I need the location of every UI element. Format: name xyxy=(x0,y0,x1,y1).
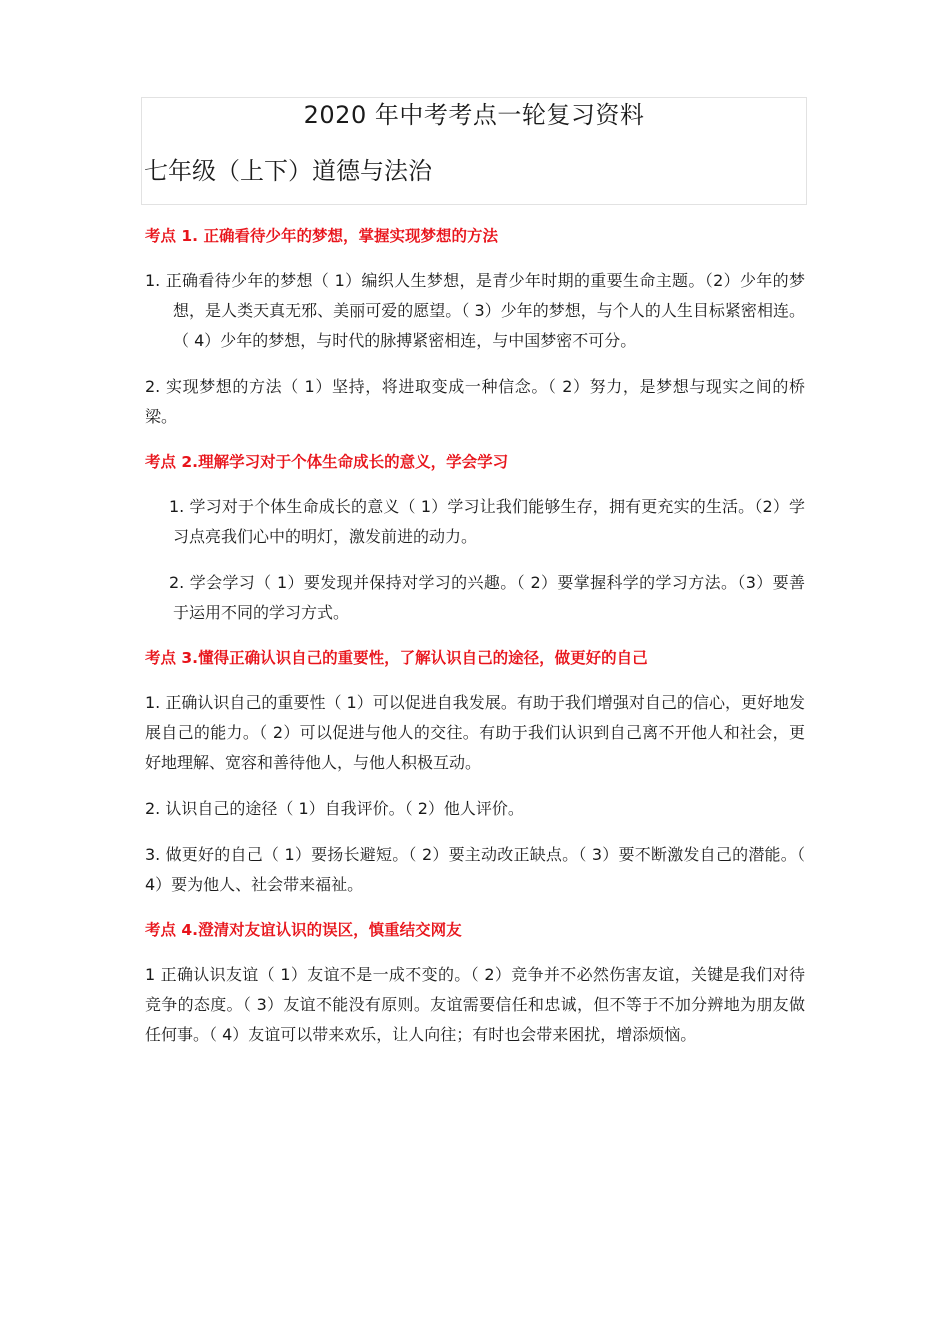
document-title: 2020 年中考考点一轮复习资料 xyxy=(303,101,645,129)
section-heading: 考点 2.理解学习对于个体生命成长的意义，学会学习 xyxy=(145,453,509,471)
paragraph: 1 正确认识友谊（ 1）友谊不是一成不变的。（ 2）竞争并不必然伤害友谊，关键是我们对待竞争的态度。（ 3）友谊不能没有原则。友谊需要信任和忠诚，但不等于不加分辨地为朋友做任何事。（ 4）友谊可以带来欢乐，让人向往；有时也会带来困扰，增添烦恼。 xyxy=(145,965,805,1044)
paragraph: 1. 正确认识自己的重要性（ 1）可以促进自我发展。有助于我们增强对自己的信心，更好地发展自己的能力。（ 2）可以促进与他人的交往。有助于我们认识到自己离不开他人和社会，更好地理解、宽容和善待他人，与他人积极互动。 xyxy=(145,693,805,772)
document-body xyxy=(145,222,805,1066)
title-box xyxy=(141,97,807,205)
paragraph: 2. 认识自己的途径（ 1）自我评价。（ 2）他人评价。 xyxy=(145,799,524,818)
paragraph: 1. 学习对于个体生命成长的意义（ 1）学习让我们能够生存，拥有更充实的生活。（2）学习点亮我们心中的明灯，激发前进的动力。 xyxy=(169,497,805,546)
paragraph: 1. 正确看待少年的梦想（ 1）编织人生梦想，是青少年时期的重要生命主题。（2）少年的梦想，是人类天真无邪、美丽可爱的愿望。（ 3）少年的梦想，与个人的人生目标紧密相连。（ 4）少年的梦想，与时代的脉搏紧密相连，与中国梦密不可分。 xyxy=(145,271,805,350)
document-subtitle: 七年级（上下）道德与法治 xyxy=(144,157,432,185)
section-heading: 考点 3.懂得正确认识自己的重要性，了解认识自己的途径，做更好的自己 xyxy=(145,649,648,667)
section-heading: 考点 4.澄清对友谊认识的误区，慎重结交网友 xyxy=(145,921,462,939)
paragraph: 2. 学会学习（ 1）要发现并保持对学习的兴趣。（ 2）要掌握科学的学习方法。（3）要善于运用不同的学习方式。 xyxy=(169,573,805,622)
section-4 xyxy=(145,916,805,1050)
section-1 xyxy=(145,222,805,432)
paragraph: 2. 实现梦想的方法（ 1）坚持，将进取变成一种信念。（ 2）努力，是梦想与现实之间的桥梁。 xyxy=(145,377,805,426)
section-2 xyxy=(145,448,805,628)
paragraph: 3. 做更好的自己（ 1）要扬长避短。（ 2）要主动改正缺点。（ 3）要不断激发自己的潜能。（ 4）要为他人、社会带来福祉。 xyxy=(145,845,805,894)
section-3 xyxy=(145,644,805,900)
section-heading: 考点 1. 正确看待少年的梦想，掌握实现梦想的方法 xyxy=(145,227,498,245)
